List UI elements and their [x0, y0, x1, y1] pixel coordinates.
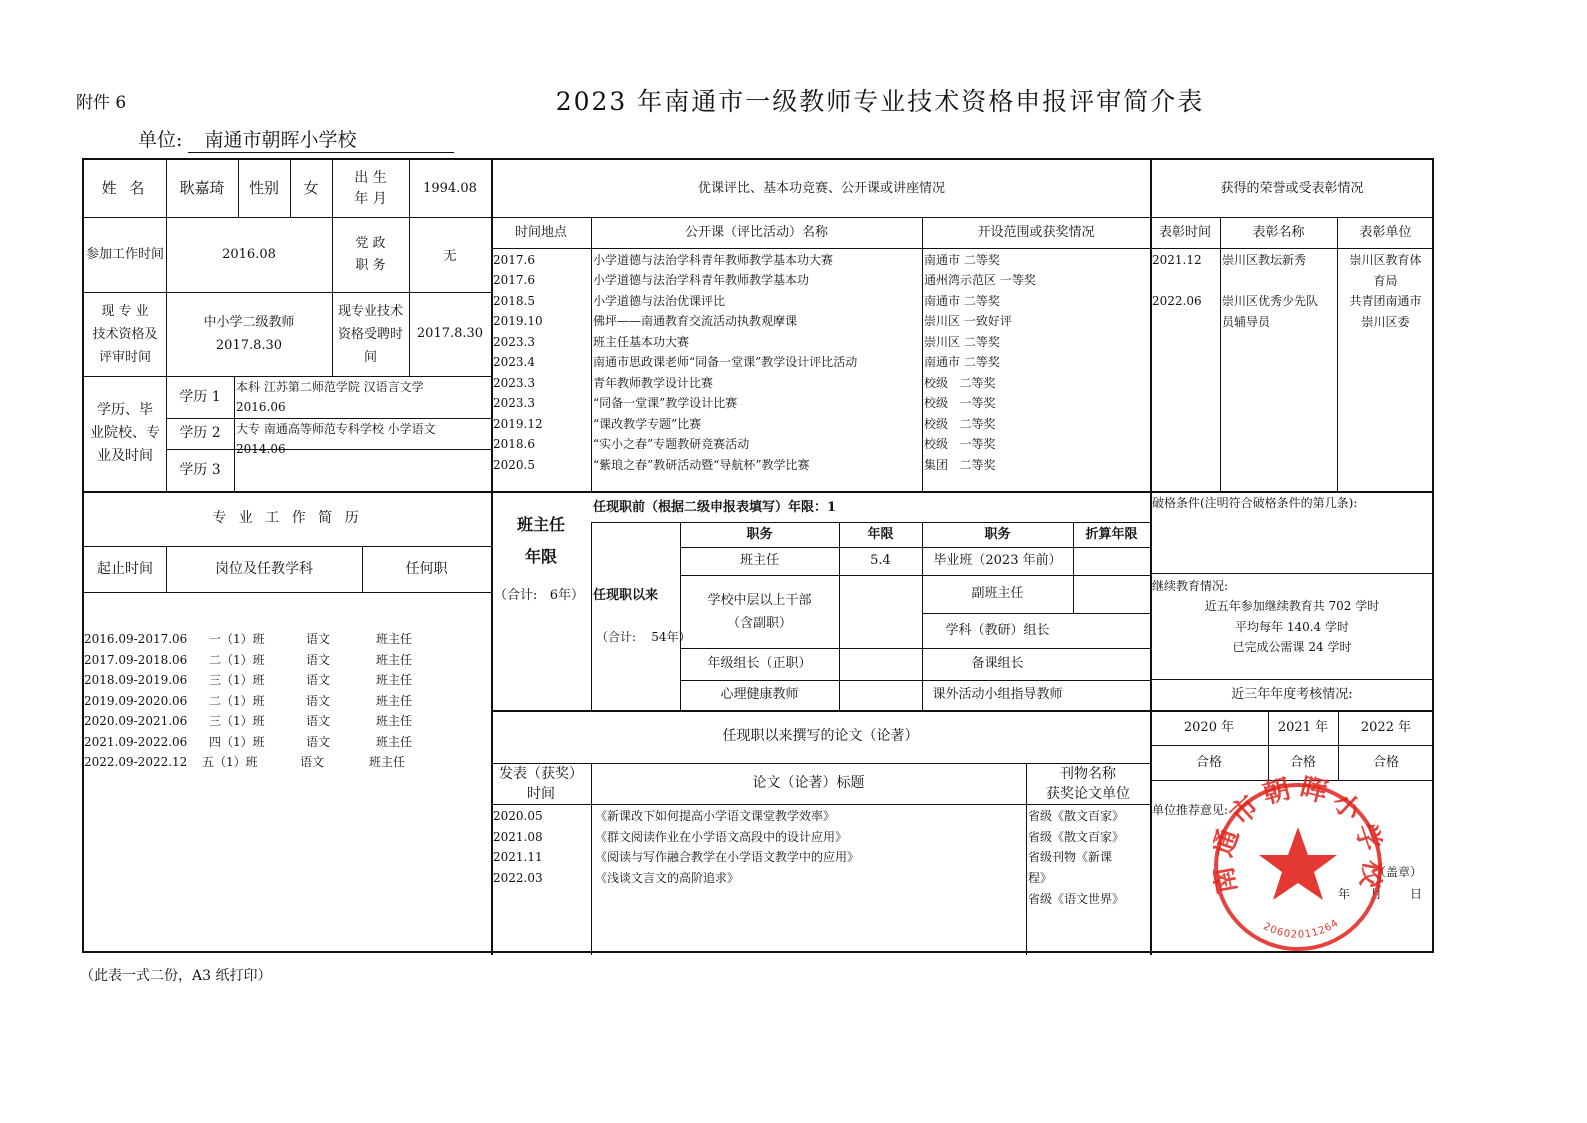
- honor-row-name: 崇川区教坛新秀: [1222, 253, 1307, 267]
- party-value: 无: [443, 249, 457, 264]
- career-row-role: 班主任: [376, 694, 413, 708]
- career-row-subject: 语文: [306, 714, 331, 728]
- contest-row-name: 班主任基本功大赛: [593, 335, 690, 349]
- ht-col-conv: 折算年限: [1085, 526, 1138, 542]
- career-row: 2018.09-2019.06: [84, 673, 188, 687]
- hire-value: 2017.8.30: [416, 326, 484, 342]
- recommend-label: 单位推荐意见:: [1152, 803, 1229, 817]
- career-row-role: 班主任: [376, 714, 413, 728]
- edu-3-label: 学历 3: [179, 461, 221, 478]
- career-row-class: 二（1）班: [209, 694, 265, 708]
- career-row-role: 班主任: [369, 755, 406, 769]
- contest-row-scope: 崇川区 一致好评: [924, 314, 1012, 328]
- honors-col-name: 表彰名称: [1252, 224, 1305, 240]
- attachment-label: 附件 6: [76, 93, 127, 113]
- career-row-class: 一（1）班: [209, 632, 265, 646]
- seal-label: （盖章）: [1374, 865, 1423, 879]
- party-label: 党 政 职 务: [355, 235, 386, 273]
- paper-row-title: 《浅谈文言文的高阶追求》: [595, 871, 740, 885]
- date-year: 年: [1338, 887, 1351, 901]
- career-row-class: 三（1）班: [209, 714, 265, 728]
- paper-row-title: 《阅读与写作融合教学在小学语文教学中的应用》: [595, 850, 860, 864]
- paper-row-title: 《群文阅读作业在小学语文高段中的设计应用》: [595, 830, 848, 844]
- career-row-subject: 语文: [306, 632, 331, 646]
- date-day: 日: [1410, 887, 1423, 901]
- honors-title: 获得的荣誉或受表彰情况: [1220, 180, 1364, 196]
- paper-row-pub: 省级刊物《新课 程》: [1028, 850, 1113, 885]
- edu-2-text: 大专 南通高等师范专科学校 小学语文 2014.06: [236, 422, 436, 456]
- honor-row-time: 2021.12: [1152, 253, 1202, 267]
- career-row: 2016.09-2017.06: [84, 632, 188, 646]
- assess-result: 合格: [1195, 754, 1222, 770]
- contest-row-time: 2023.3: [493, 335, 535, 349]
- paper-row-pub: 省级《散文百家》: [1028, 830, 1125, 844]
- honors-col-unit: 表彰单位: [1359, 224, 1412, 240]
- seal-code: 20602011264: [1261, 917, 1342, 941]
- edu-2-label: 学历 2: [179, 425, 221, 441]
- contest-row-scope: 通州湾示范区 一等奖: [924, 273, 1036, 287]
- contest-row-time: 2023.3: [493, 376, 535, 390]
- contest-row-scope: 校级 一等奖: [924, 437, 996, 451]
- official-seal: [1213, 775, 1383, 960]
- honors-col-time: 表彰时间: [1158, 224, 1211, 240]
- career-row: 2021.09-2022.06: [84, 735, 188, 749]
- cont-edu-lines: 近五年参加继续教育共 702 学时 平均每年 140.4 学时 已完成公需课 24 学时: [1204, 599, 1380, 654]
- contest-row-time: 2019.10: [493, 314, 543, 328]
- ht-research: 学科（教研）组长: [945, 622, 1050, 638]
- contest-row-time: 2018.5: [493, 294, 535, 308]
- name-value: 耿嘉琦: [179, 179, 225, 198]
- unit-label: 单位:: [138, 129, 183, 151]
- career-row: 2022.09-2022.12: [84, 755, 188, 769]
- contest-row-scope: 崇川区 二等奖: [924, 335, 1000, 349]
- birth-value: 1994.08: [423, 180, 477, 196]
- paper-row-title: 《新课改下如何提高小学语文课堂教学效率》: [595, 809, 836, 823]
- footer-note: （此表一式二份，A3 纸打印）: [80, 968, 272, 984]
- paper-row-time: 2021.08: [493, 830, 543, 844]
- contest-row-name: 青年教师教学设计比赛: [593, 376, 714, 390]
- ht-psych: 心理健康教师: [720, 687, 799, 703]
- ht-activity: 课外活动小组指导教师: [932, 687, 1063, 703]
- contest-row-scope: 南通市 二等奖: [924, 294, 1000, 308]
- career-row-role: 班主任: [376, 673, 413, 687]
- contest-row-scope: 南通市 二等奖: [924, 253, 1000, 267]
- career-row: 2017.09-2018.06: [84, 653, 188, 667]
- edu-1-label: 学历 1: [179, 388, 221, 405]
- paper-row-time: 2021.11: [493, 850, 543, 864]
- contest-row-scope: 校级 二等奖: [924, 417, 996, 431]
- career-row: 2020.09-2021.06: [84, 714, 188, 728]
- contest-row-scope: 集团 二等奖: [924, 458, 996, 472]
- career-row-role: 班主任: [376, 735, 413, 749]
- edu-label: 学历、毕 业院校、专 业及时间: [90, 402, 160, 464]
- contest-row-time: 2023.3: [493, 396, 535, 410]
- career-row-subject: 语文: [300, 755, 325, 769]
- contest-row-name: 小学道德与法治学科青年教师教学基本功: [593, 273, 810, 287]
- contest-row-time: 2020.5: [493, 458, 535, 472]
- ht-prep-leader: 备课组长: [971, 656, 1024, 672]
- contest-col-name: 公开课（评比活动）名称: [684, 224, 828, 240]
- contest-row-name: 小学道德与法治学科青年教师教学基本功大赛: [593, 253, 834, 267]
- honor-row-name: 崇川区优秀少先队 员辅导员: [1222, 294, 1319, 329]
- career-row-class: 二（1）班: [209, 653, 265, 667]
- gender-value: 女: [303, 179, 319, 198]
- headteacher-after: 任现职以来: [593, 588, 659, 603]
- divider: [1150, 160, 1152, 955]
- career-row-class: 四（1）班: [209, 735, 265, 749]
- unit-value: 南通市朝晖小学校: [188, 125, 454, 153]
- career-col-time: 起止时间: [97, 560, 153, 577]
- career-row-subject: 语文: [306, 735, 331, 749]
- career-title: 专 业 工 作 简 历: [212, 510, 363, 526]
- contest-row-name: 佛坪——南通教育交流活动执教观摩课: [593, 314, 798, 328]
- papers-col-pub: 刊物名称 获奖论文单位: [1046, 765, 1130, 802]
- contest-row-name: “同备一堂课”教学设计比赛: [593, 396, 738, 410]
- assess-year: 2021 年: [1277, 719, 1329, 735]
- papers-col-title: 论文（论著）标题: [752, 775, 865, 791]
- assess-result: 合格: [1289, 754, 1316, 770]
- paper-row-time: 2022.03: [493, 871, 543, 885]
- assess-year: 2022 年: [1360, 719, 1412, 735]
- contest-row-scope: 校级 一等奖: [924, 396, 996, 410]
- ht-vice: 副班主任: [971, 586, 1024, 602]
- contest-row-time: 2017.6: [493, 273, 535, 287]
- contest-col-scope: 开设范围或获奖情况: [977, 224, 1095, 240]
- page-title: 2023 年南通市一级教师专业技术资格申报评审简介表: [555, 87, 1205, 116]
- career-col-post: 岗位及任教学科: [215, 560, 313, 577]
- headteacher-title: 班主任 年限: [516, 515, 565, 566]
- cont-edu-label: 继续教育情况:: [1152, 579, 1229, 593]
- gender-label: 性别: [248, 179, 279, 198]
- career-row-role: 班主任: [376, 632, 413, 646]
- contest-title: 优课评比、基本功竞赛、公开课或讲座情况: [697, 180, 945, 196]
- ht-col-duty: 职务: [746, 526, 773, 542]
- headteacher-after-total: （合计: 54年）: [596, 630, 691, 644]
- hire-label: 现专业技术 资格受聘时 间: [337, 303, 403, 365]
- honor-row-unit: 共青团南通市 崇川区委: [1349, 294, 1422, 329]
- contest-row-time: 2019.12: [493, 417, 543, 431]
- ht-r1-years: 5.4: [870, 553, 891, 569]
- career-row-subject: 语文: [306, 673, 331, 687]
- birth-label: 出 生 年 月: [354, 169, 387, 207]
- honor-row-time: 2022.06: [1152, 294, 1202, 308]
- seal-text: 市朝晖小: [1224, 775, 1372, 832]
- career-col-role: 任何职: [405, 560, 448, 577]
- contest-row-scope: 校级 二等奖: [924, 376, 996, 390]
- break-label: 破格条件(注明符合破格条件的第几条):: [1152, 496, 1358, 510]
- career-row-class: 五（1）班: [202, 755, 258, 769]
- paper-row-time: 2020.05: [493, 809, 543, 823]
- ht-grade-leader: 年级组长（正职）: [707, 656, 812, 672]
- assess-result: 合格: [1372, 754, 1399, 770]
- name-label: 姓 名: [101, 179, 149, 198]
- headteacher-before: 任现职前（根据二级申报表填写）年限：1: [593, 500, 837, 515]
- papers-title: 任现职以来撰写的论文（论著）: [722, 728, 919, 744]
- qual-value: 中小学二级教师 2017.8.30: [203, 315, 295, 353]
- contest-row-name: 小学道德与法治优课评比: [593, 294, 726, 308]
- paper-row-pub: 省级《散文百家》: [1028, 809, 1125, 823]
- contest-row-time: 2017.6: [493, 253, 535, 267]
- career-row-subject: 语文: [306, 694, 331, 708]
- unit-line: [138, 125, 454, 153]
- contest-row-name: “实小之春”专题教研竞赛活动: [593, 437, 750, 451]
- honor-row-unit: 崇川区教育体 育局: [1349, 253, 1422, 288]
- assess-label: 近三年年度考核情况:: [1231, 686, 1353, 702]
- career-row-class: 三（1）班: [209, 673, 265, 687]
- assess-year: 2020 年: [1183, 719, 1235, 735]
- paper-row-pub: 省级《语文世界》: [1028, 891, 1125, 906]
- contest-row-name: “课改教学专题”比赛: [593, 417, 702, 431]
- qual-label: 现 专 业 技术资格及 评审时间: [92, 303, 158, 365]
- contest-row-name: 南通市思政课老师“同备一堂课”教学设计评比活动: [593, 355, 858, 369]
- work-start-value: 2016.08: [222, 246, 276, 262]
- headteacher-total: （合计: 6年）: [494, 588, 585, 603]
- contest-row-scope: 南通市 二等奖: [924, 355, 1000, 369]
- career-row-subject: 语文: [306, 653, 331, 667]
- contest-row-name: “紫琅之春”教研活动暨“导航杯”教学比赛: [593, 458, 810, 472]
- date-month: 月: [1370, 887, 1383, 901]
- contest-col-time: 时间地点: [514, 224, 567, 240]
- contest-row-time: 2023.4: [493, 355, 535, 369]
- ht-r1-duty: 班主任: [739, 553, 779, 569]
- work-start-label: 参加工作时间: [86, 246, 165, 262]
- career-row: 2019.09-2020.06: [84, 694, 188, 708]
- ht-col-years: 年限: [867, 526, 894, 542]
- ht-mid-cadre: 学校中层以上干部 （含副职）: [707, 592, 812, 631]
- ht-r1-duty2: 毕业班（2023 年前）: [933, 553, 1062, 569]
- ht-col-duty2: 职务: [984, 526, 1011, 542]
- contest-row-time: 2018.6: [493, 437, 535, 451]
- papers-col-time: 发表（获奖） 时间: [499, 765, 583, 802]
- edu-1-text: 本科 江苏第二师范学院 汉语言文学 2016.06: [236, 380, 424, 414]
- career-row-role: 班主任: [376, 653, 413, 667]
